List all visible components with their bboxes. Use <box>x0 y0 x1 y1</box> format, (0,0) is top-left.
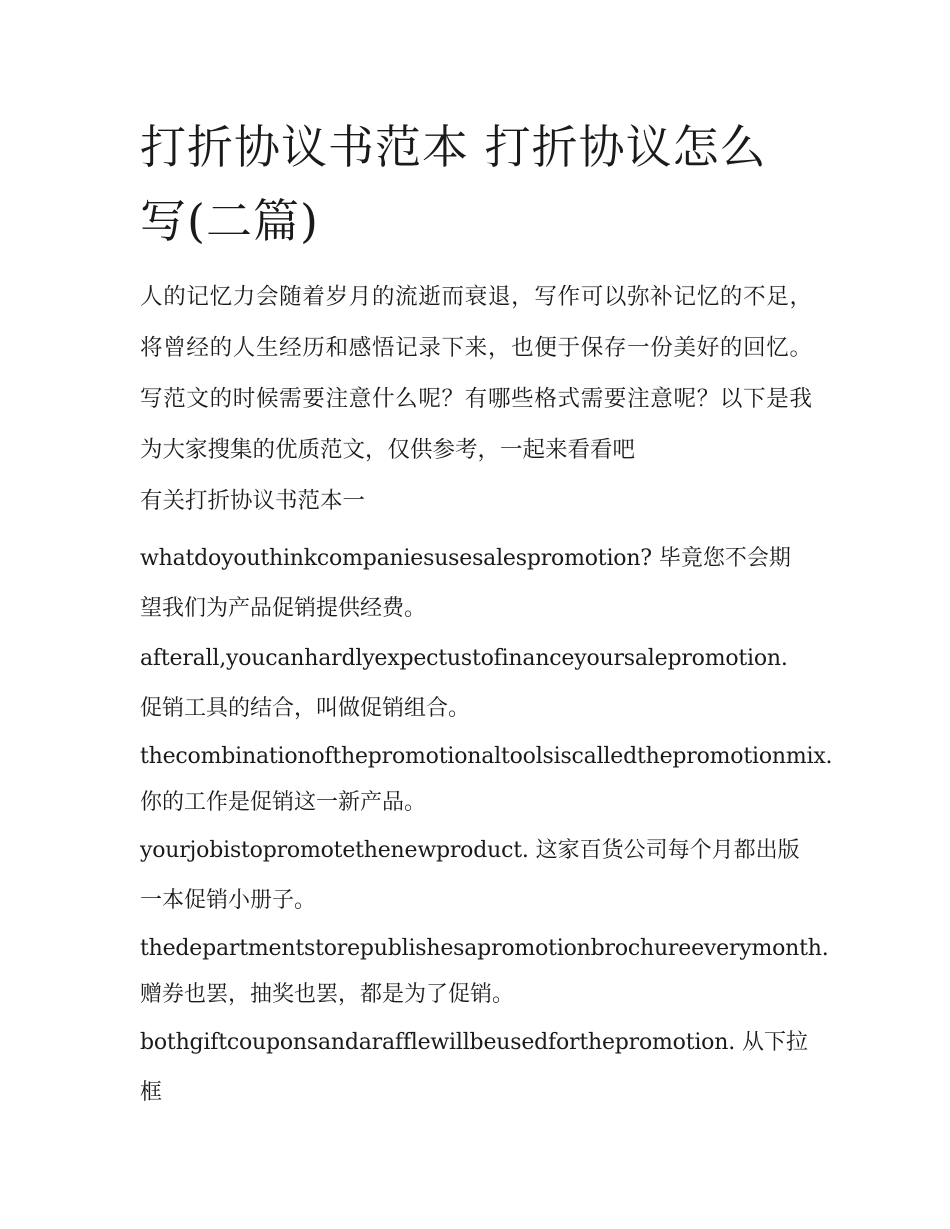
document-title: 打折协议书范本 打折协议怎么写(二篇) <box>140 120 767 248</box>
entry-english: whatdoyouthinkcompaniesusesalespromotion? <box>140 546 652 571</box>
entry-english: thedepartmentstorepublishesapromotionbrochureeverymonth. <box>140 936 829 961</box>
entry-chinese: 从下拉框 <box>140 1030 808 1105</box>
entry-english: yourjobistopromotethenewproduct. <box>140 838 529 863</box>
entry-chinese: 毕竟您不会期望我们为产品促销提供经费。 <box>140 546 791 621</box>
entry-chinese: 这家百货公司每个月都出版一本促销小册子。 <box>140 838 800 913</box>
entry-english: afterall,youcanhardlyexpectustofinanceyoursalepromotion. <box>140 646 788 671</box>
entry-english: thecombinationofthepromotionaltoolsiscalledthepromotionmix. <box>140 744 833 769</box>
entry-chinese: 你的工作是促销这一新产品。 <box>140 790 427 815</box>
entry-english: bothgiftcouponsandarafflewillbeusedforthepromotion. <box>140 1030 735 1055</box>
entry-paragraph <box>140 734 833 826</box>
entry-paragraph <box>140 634 812 734</box>
document-page <box>140 110 833 1118</box>
intro-paragraph: 人的记忆力会随着岁月的流逝而衰退，写作可以弥补记忆的不足，将曾经的人生经历和感悟记录下来，也便于保存一份美好的回忆。写范文的时候需要注意什么呢？有哪些格式需要注意呢？以下是我为大家搜集的优质范文，仅供参考，一起来看看吧 <box>140 284 812 463</box>
entry-paragraph <box>140 926 829 1018</box>
entry-paragraph <box>140 534 812 634</box>
section-heading: 有关打折协议书范本一 <box>140 488 366 514</box>
entry-chinese: 赠券也罢，抽奖也罢，都是为了促销。 <box>140 982 515 1007</box>
entry-chinese: 促销工具的结合，叫做促销组合。 <box>140 696 471 721</box>
entry-paragraph <box>140 826 812 926</box>
entry-paragraph <box>140 1018 812 1118</box>
